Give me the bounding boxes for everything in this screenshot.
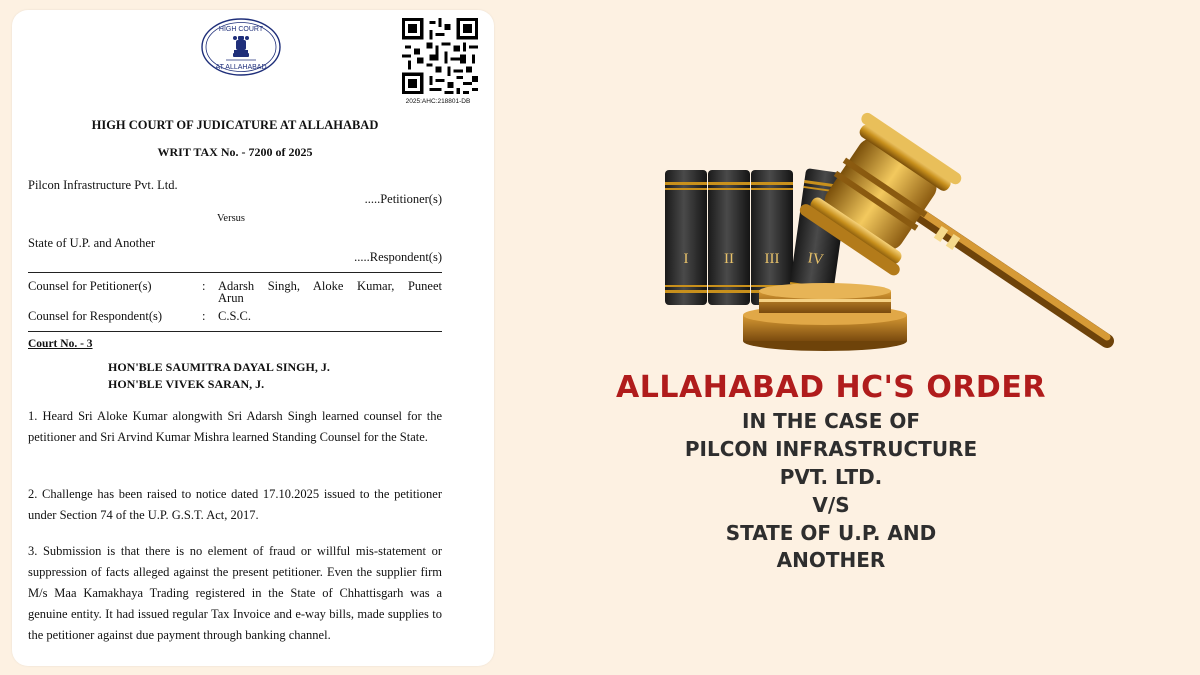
court-number: Court No. - 3 bbox=[28, 338, 93, 350]
headline-subtitle: IN THE CASE OF bbox=[742, 409, 920, 433]
book-label: II bbox=[724, 251, 734, 267]
gavel-and-law-books-icon bbox=[655, 95, 1125, 365]
order-paragraph-1: 1. Heard Sri Aloke Kumar alongwith Sri Adarsh Singh learned counsel for the petitioner and Sri Arvind Kumar Mishra learned Standing Counsel for the State. bbox=[28, 409, 442, 444]
respondent-name: State of U.P. and Another bbox=[28, 236, 156, 250]
headline-subtitle: STATE OF U.P. AND bbox=[725, 521, 937, 545]
sound-block bbox=[743, 283, 907, 351]
divider bbox=[28, 331, 442, 332]
seal-bottom-text: AT ALLAHABAD bbox=[215, 64, 267, 71]
headline-subtitle: PVT. LTD. bbox=[779, 465, 883, 489]
judge-name: HON'BLE VIVEK SARAN, J. bbox=[108, 377, 265, 391]
high-court-seal-icon bbox=[200, 17, 282, 77]
petitioner-name: Pilcon Infrastructure Pvt. Ltd. bbox=[28, 178, 178, 192]
respondent-role: .....Respondent(s) bbox=[354, 250, 442, 264]
counsel-petitioner-value-cont: Arun bbox=[218, 291, 244, 305]
counsel-petitioner-value: Adarsh Singh, Aloke Kumar, Puneet bbox=[218, 279, 442, 293]
case-number: WRIT TAX No. - 7200 of 2025 bbox=[157, 145, 313, 159]
book-label: IV bbox=[806, 250, 825, 269]
order-paragraph-3: 3. Submission is that there is no element of fraud or willful mis-statement or suppression of facts alleged against the present petitioner. Even the supplier firm M/s Maa Kamakhaya Trading registered in the State of Chhattisgarh was a genuine entity. It had issued regular Tax Invoice and e-way bills, made supplies to the petitioner against due payment through banking channel. bbox=[28, 544, 442, 642]
book-label: I bbox=[683, 251, 689, 267]
headline-title: ALLAHABAD HC'S ORDER bbox=[616, 370, 1046, 405]
seal-top-text: HIGH COURT bbox=[218, 26, 264, 33]
order-paragraph-2: 2. Challenge has been raised to notice dated 17.10.2025 issued to the petitioner under Section 74 of the U.P. G.S.T. Act, 2017. bbox=[28, 487, 442, 522]
counsel-respondent-colon: : bbox=[202, 309, 206, 323]
versus-label: Versus bbox=[217, 213, 245, 224]
qr-code-icon bbox=[402, 18, 478, 94]
divider bbox=[28, 272, 442, 273]
counsel-petitioner-colon: : bbox=[202, 279, 206, 293]
headline-subtitle: ANOTHER bbox=[776, 548, 886, 572]
counsel-respondent-value: C.S.C. bbox=[218, 309, 252, 323]
qr-code-reference: 2025:AHC:218801-DB bbox=[405, 98, 471, 105]
book-label: III bbox=[764, 251, 780, 267]
court-order-document bbox=[12, 10, 494, 666]
headline-subtitle: V/S bbox=[812, 493, 850, 517]
judge-name: HON'BLE SAUMITRA DAYAL SINGH, J. bbox=[108, 360, 330, 374]
court-title: HIGH COURT OF JUDICATURE AT ALLAHABAD bbox=[91, 118, 379, 132]
petitioner-role: .....Petitioner(s) bbox=[364, 192, 442, 206]
headline-subtitle: PILCON INFRASTRUCTURE bbox=[684, 437, 978, 461]
counsel-respondent-label: Counsel for Respondent(s) bbox=[28, 309, 163, 323]
counsel-petitioner-label: Counsel for Petitioner(s) bbox=[28, 279, 152, 293]
